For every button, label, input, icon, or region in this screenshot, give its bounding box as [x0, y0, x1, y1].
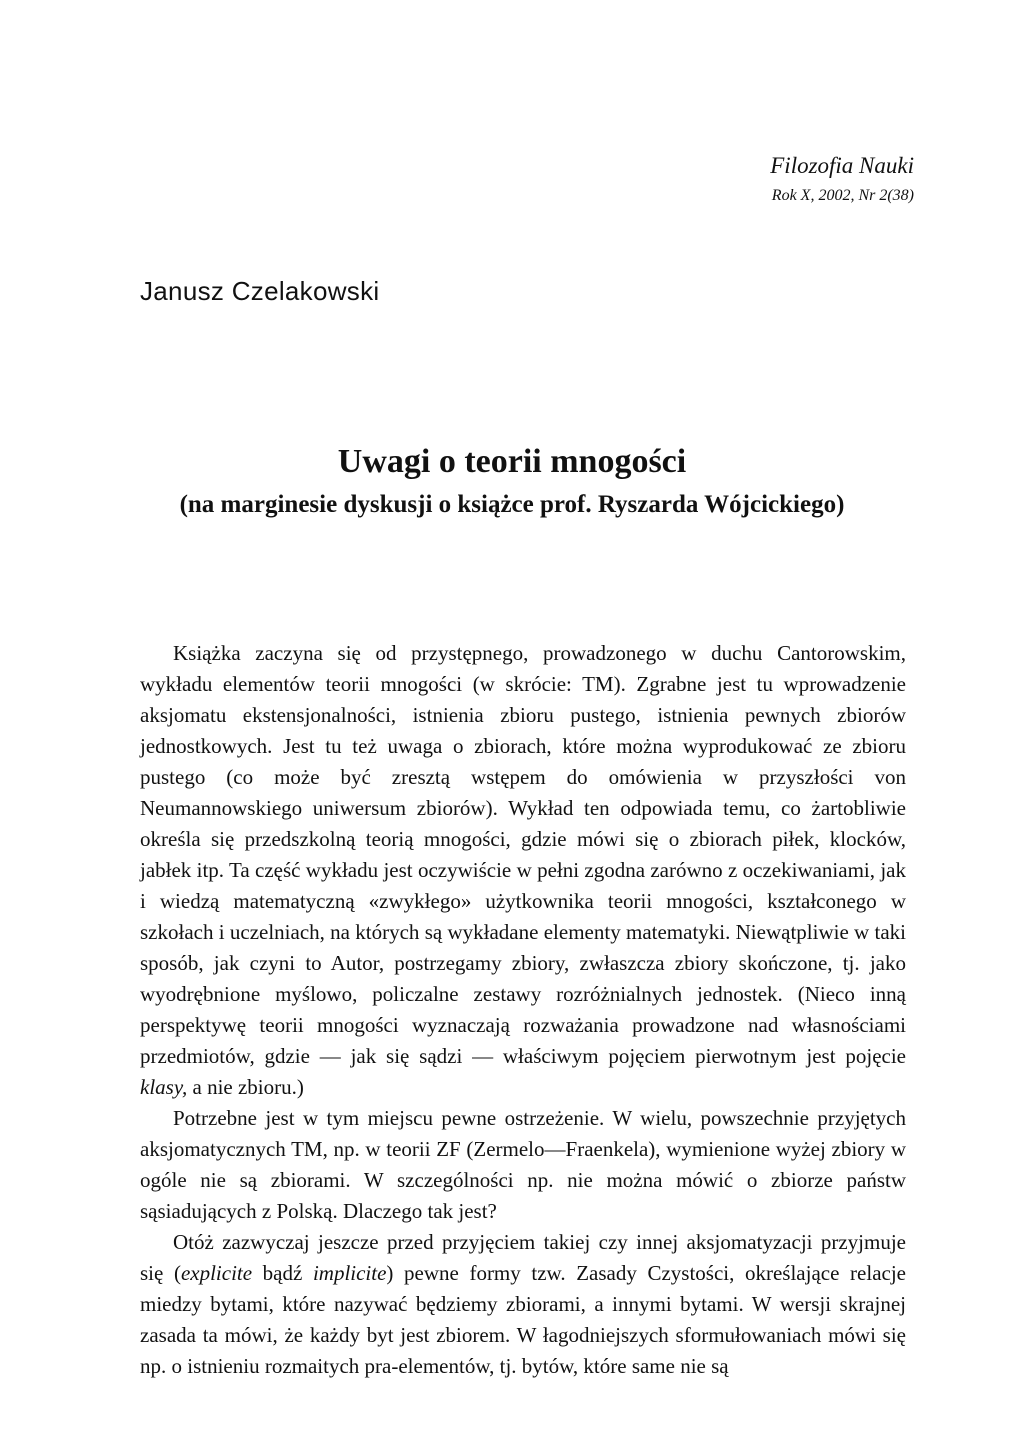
article-subtitle: (na marginesie dyskusji o książce prof. Ryszarda Wójcickiego)	[179, 491, 845, 518]
title-block	[0, 440, 1024, 523]
paragraph-1-text-end: a nie zbioru.)	[187, 1075, 304, 1099]
paragraph-2: Potrzebne jest w tym miejscu pewne ostrzeżenie. W wielu, powszechnie przyjętych aksjomatycznych TM, np. w teorii ZF (Zermelo—Fraenkela), wymienione wyżej zbiory w ogóle nie są zbiorami. W szczególności np. nie można mówić o zbiorze państw sąsiadujących z Polską. Dlaczego tak jest?	[140, 1106, 906, 1223]
paragraph-3-text-a: Otóż zazwyczaj jeszcze przed przyjęciem takiej czy innej aksjomatyzacji przyjmuje się (	[140, 1230, 906, 1285]
paragraph-3-text-c: ) pewne formy tzw. Zasady Czystości, określające relacje miedzy bytami, które nazywać będziemy zbiorami, a innymi bytami. W wersji skrajnej zasada ta mówi, że każdy byt jest zbiorem. W łagodniejszych sformułowaniach mówi się np. o istnieniu rozmaitych pra-elementów, tj. bytów, które same nie są	[140, 1261, 906, 1378]
paragraph-3-italic-b: implicite	[312, 1261, 387, 1285]
journal-issue: Rok X, 2002, Nr 2(38)	[771, 187, 914, 204]
journal-header	[770, 152, 914, 208]
article-body	[140, 638, 906, 1382]
journal-name: Filozofia Nauki	[770, 153, 914, 178]
paragraph-1	[140, 638, 906, 1103]
paragraph-3-italic-a: explicite	[180, 1261, 253, 1285]
paragraph-3-text-b: bądź	[252, 1261, 313, 1285]
paragraph-3	[140, 1227, 906, 1382]
author-name: Janusz Czelakowski	[140, 276, 380, 306]
paragraph-1-text: Książka zaczyna się od przystępnego, prowadzonego w duchu Cantorowskim, wykładu elementów teorii mnogości (w skrócie: TM). Zgrabne jest tu wprowadzenie aksjomatu ekstensjonalności, istnienia zbioru pustego, istnienia pewnych zbiorów jednostkowych. Jest tu też uwaga o zbiorach, które można wyprodukować ze zbioru pustego (co może być zresztą wstępem do omówienia w przyszłości von Neumannowskiego uniwersum zbiorów). Wykład ten odpowiada temu, co żartobliwie określa się przedszkolną teorią mnogości, gdzie mówi się o zbiorach piłek, klocków, jabłek itp. Ta część wykładu jest oczywiście w pełni zgodna zarówno z oczekiwaniami, jak i wiedzą matematyczną «zwykłego» użytkownika teorii mnogości, kształconego w szkołach i uczelniach, na których są wykładane elementy matematyki. Niewątpliwie w taki sposób, jak czyni to Autor, postrzegamy zbiory, zwłaszcza zbiory skończone, tj. jako wyodrębnione myślowo, policzalne zestawy rozróżnialnych jednostek. (Nieco inną perspektywę teorii mnogości wyznaczają rozważania prowadzone nad własnościami przedmiotów, gdzie — jak się sądzi — właściwym pojęciem pierwotnym jest pojęcie	[140, 641, 906, 1068]
paragraph-1-italic: klasy,	[140, 1075, 188, 1099]
article-title: Uwagi o teorii mnogości	[337, 443, 687, 480]
